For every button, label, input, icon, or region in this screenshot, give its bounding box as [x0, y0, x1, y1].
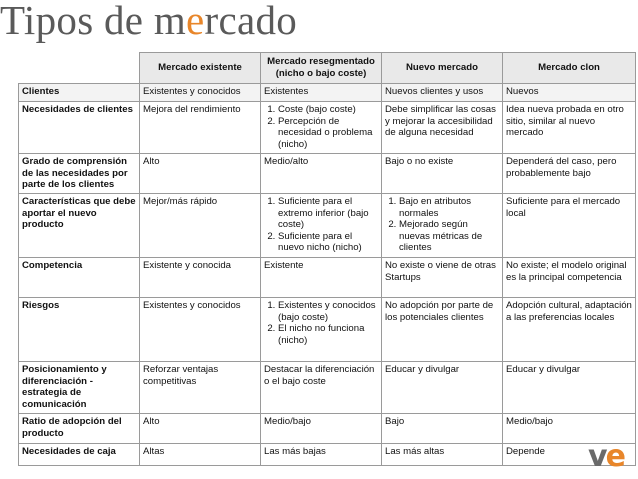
table-cell	[261, 194, 382, 258]
table-row	[19, 258, 636, 298]
row-header: Competencia	[19, 258, 140, 298]
header-new-market: Nuevo mercado	[382, 53, 503, 84]
table-cell: Alto	[140, 154, 261, 194]
table-cell: Medio/bajo	[261, 414, 382, 444]
table-cell: Destacar la diferenciación o el bajo coste	[261, 362, 382, 414]
row-header: Necesidades de clientes	[19, 102, 140, 154]
table-row	[19, 102, 636, 154]
table-cell: No existe; el modelo original es la principal competencia	[503, 258, 636, 298]
table-cell: Educar y divulgar	[382, 362, 503, 414]
cell-numbered-list	[385, 196, 499, 254]
logo-letter-v: v	[588, 439, 606, 474]
table-row	[19, 414, 636, 444]
list-item: 2. Mejorado según nuevas métricas de clientes	[399, 219, 499, 254]
table-cell: Bajo	[382, 414, 503, 444]
table-cell: Mejora del rendimiento	[140, 102, 261, 154]
table-cell: Existente	[261, 258, 382, 298]
table-cell: Existentes y conocidos	[140, 84, 261, 102]
brand-logo	[588, 440, 624, 474]
table-cell: Existentes	[261, 84, 382, 102]
table-row	[19, 84, 636, 102]
table-cell: Debe simplificar las cosas y mejorar la accesibilidad de alguna necesidad	[382, 102, 503, 154]
market-types-table	[18, 52, 636, 466]
table-cell: No adopción por parte de los potenciales clientes	[382, 298, 503, 362]
list-item: 2. El nicho no funciona (nicho)	[278, 323, 378, 346]
table-cell: Las más altas	[382, 444, 503, 466]
table-cell	[382, 194, 503, 258]
table-cell: Medio/alto	[261, 154, 382, 194]
cell-numbered-list	[264, 196, 378, 254]
table-cell: Nuevos clientes y usos	[382, 84, 503, 102]
table-cell: Idea nueva probada en otro sitio, similar al nuevo mercado	[503, 102, 636, 154]
header-existing-market: Mercado existente	[140, 53, 261, 84]
logo-letter-e: e	[605, 439, 624, 474]
table-row	[19, 362, 636, 414]
table-body	[19, 84, 636, 466]
header-row	[19, 53, 636, 84]
row-header: Ratio de adopción del producto	[19, 414, 140, 444]
header-clone-market: Mercado clon	[503, 53, 636, 84]
title-accent-letter: e	[186, 0, 205, 43]
title-part-1: Tipos de m	[0, 0, 187, 43]
list-item: 1. Suficiente para el extremo inferior (bajo coste)	[278, 196, 378, 231]
table-cell: Mejor/más rápido	[140, 194, 261, 258]
row-header: Grado de comprensión de las necesidades por parte de los clientes	[19, 154, 140, 194]
table-cell: Las más bajas	[261, 444, 382, 466]
table-row	[19, 194, 636, 258]
table-cell: Suficiente para el mercado local	[503, 194, 636, 258]
title-part-2: rcado	[204, 0, 298, 43]
row-header: Riesgos	[19, 298, 140, 362]
table-cell: Bajo o no existe	[382, 154, 503, 194]
table-cell: No existe o viene de otras Startups	[382, 258, 503, 298]
table-row	[19, 154, 636, 194]
table-cell	[261, 298, 382, 362]
slide-title	[0, 0, 297, 44]
row-header: Posicionamiento y diferenciación - estrategia de comunicación	[19, 362, 140, 414]
table-cell: Existentes y conocidos	[140, 298, 261, 362]
list-item: 1. Bajo en atributos normales	[399, 196, 499, 219]
table-cell: Existente y conocida	[140, 258, 261, 298]
list-item: 1. Coste (bajo coste)	[278, 104, 378, 116]
table-cell: Alto	[140, 414, 261, 444]
table-cell	[261, 102, 382, 154]
row-header: Características que debe aportar el nuevo producto	[19, 194, 140, 258]
header-corner	[19, 53, 140, 84]
row-header: Clientes	[19, 84, 140, 102]
table-cell: Altas	[140, 444, 261, 466]
table-row	[19, 298, 636, 362]
table-cell: Adopción cultural, adaptación a las preferencias locales	[503, 298, 636, 362]
cell-numbered-list	[264, 300, 378, 346]
row-header: Necesidades de caja	[19, 444, 140, 466]
header-resegmented-market: Mercado resegmentado (nicho o bajo coste)	[261, 53, 382, 84]
table-cell: Reforzar ventajas competitivas	[140, 362, 261, 414]
table-cell: Dependerá del caso, pero probablemente bajo	[503, 154, 636, 194]
table-cell: Nuevos	[503, 84, 636, 102]
table-row	[19, 444, 636, 466]
list-item: 1. Existentes y conocidos (bajo coste)	[278, 300, 378, 323]
list-item: 2. Suficiente para el nuevo nicho (nicho)	[278, 231, 378, 254]
cell-numbered-list	[264, 104, 378, 150]
table-cell: Depende	[503, 444, 636, 466]
table-cell: Educar y divulgar	[503, 362, 636, 414]
list-item: 2. Percepción de necesidad o problema (nicho)	[278, 116, 378, 151]
table-cell: Medio/bajo	[503, 414, 636, 444]
